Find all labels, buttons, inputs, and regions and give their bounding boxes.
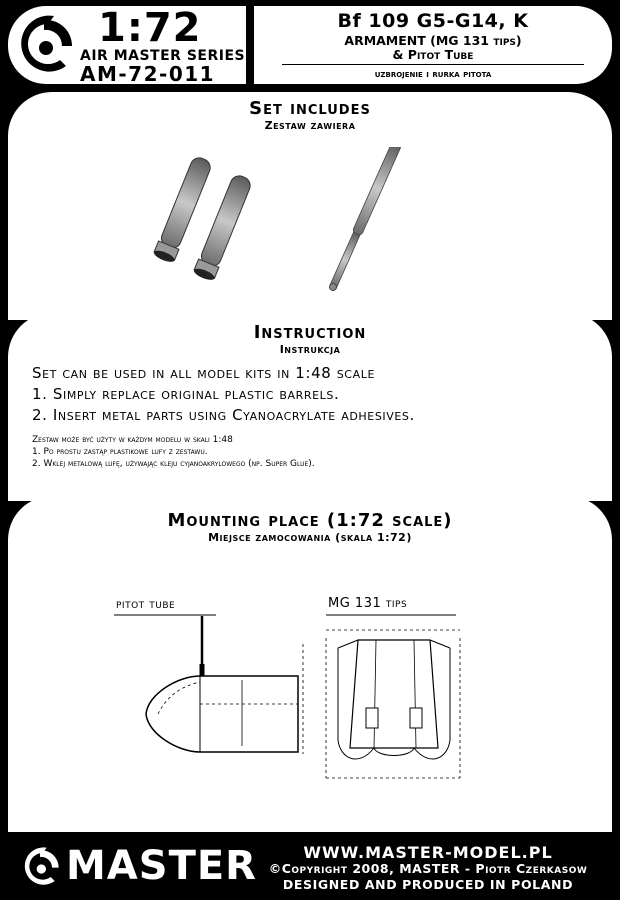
pitot-mount-drawing [138,614,318,794]
mounting-title: Mounting place (1:72 scale) [167,510,453,531]
instruction-polish-1: Zestaw może być użyty w każdym modelu w skali 1:48 [32,435,233,445]
instruction-section [8,313,612,501]
set-includes-title: Set includes [249,98,371,119]
footer-copyright: ©Copyright 2008, MASTER - Piotr Czerkasow [268,861,588,876]
instruction-line-1: Set can be used in all model kits in 1:48 scale [32,364,375,382]
product-code: AM-72-011 [80,62,216,86]
instruction-title: Instruction [253,322,367,343]
header-title-panel [254,6,612,84]
footer-brand: MASTER [66,843,257,889]
header-brand-panel [8,6,246,84]
product-subtitle-polish: uzbrojenie i rurka pitota [374,69,492,80]
instruction-polish-3: 2. Wklej metalową lufę, używając kleju cyjanoakrylowego (np. Super Glue). [32,459,315,469]
series-label: AIR MASTER SERIES [80,48,246,64]
footer-produced: DESIGNED AND PRODUCED IN POLAND [282,877,574,892]
master-logo-icon [14,10,80,80]
mg131-mount-drawing [318,628,468,788]
footer-website[interactable]: WWW.MASTER-MODEL.PL [303,843,553,862]
barrel-drawing-icon [138,147,438,297]
instruction-line-3: 2. Insert metal parts using Cyanoacrylate adhesives. [32,406,415,424]
header-divider [282,64,584,65]
instruction-polish-2: 1. Po prostu zastąp plastikowe lufy z zestawu. [32,447,208,457]
set-includes-subtitle: Zestaw zawiera [264,119,356,132]
set-includes-section [8,92,612,320]
mounting-section [8,496,612,832]
product-subtitle-1: ARMAMENT (MG 131 tips) [344,33,522,48]
pitot-tube-drawing-icon [327,147,402,292]
scale-label: 1:72 [98,5,202,51]
pitot-tube-label: pitot tube [116,597,176,612]
product-title: Bf 109 G5-G14, K [337,10,529,32]
instruction-subtitle: Instrukcja [279,343,341,356]
instruction-line-2: 1. Simply replace original plastic barrels. [32,385,340,403]
mg131-label: MG 131 tips [328,596,408,611]
product-subtitle-2: & Pitot Tube [392,47,474,62]
master-logo-icon [20,842,64,892]
mounting-subtitle: Miejsce zamocowania (skala 1:72) [208,531,412,544]
